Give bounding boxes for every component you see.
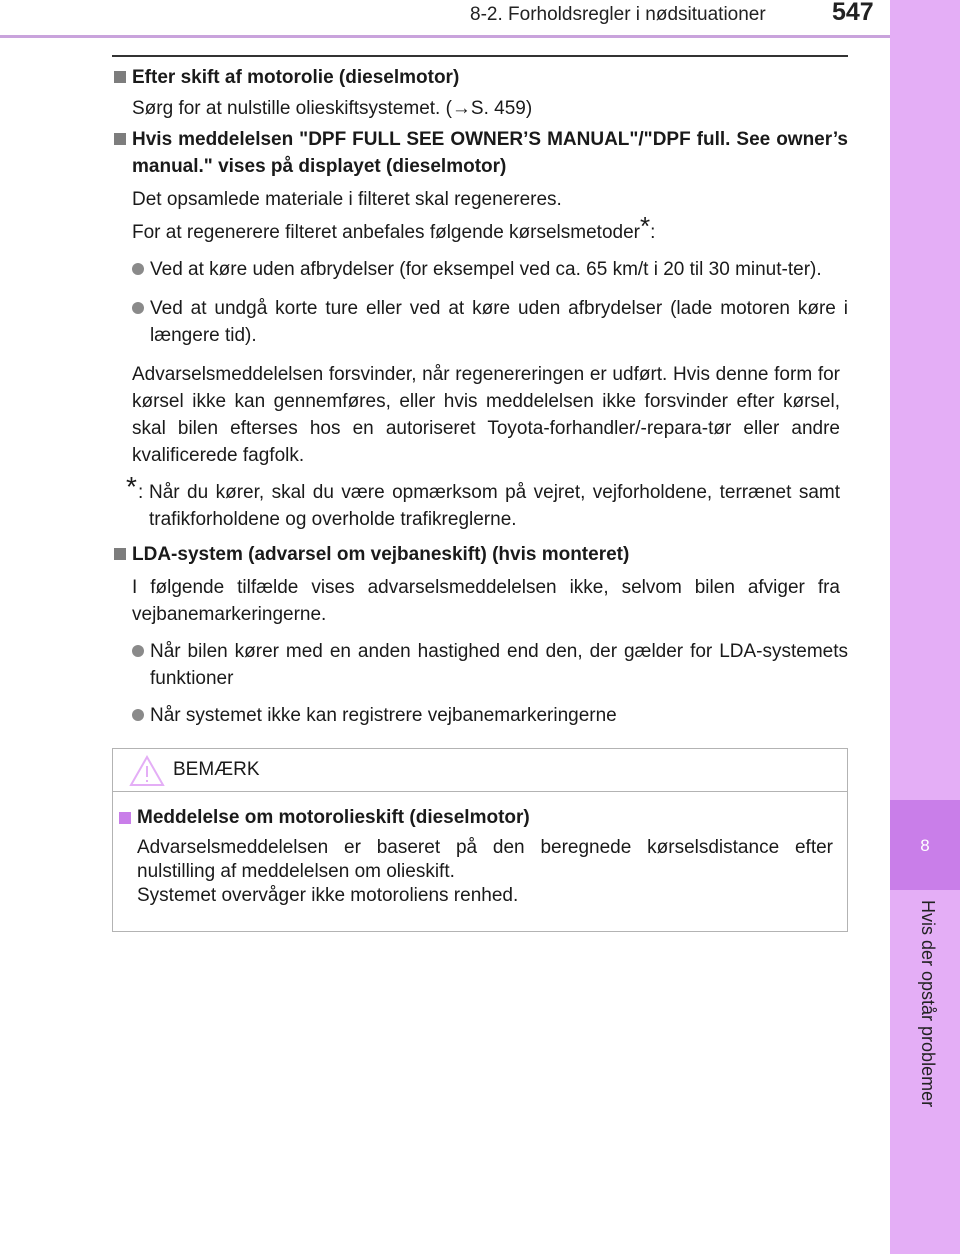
chapter-label: Hvis der opstår problemer — [918, 900, 938, 1108]
section-lda — [112, 541, 848, 729]
section-dpf — [112, 126, 848, 533]
list-item: Når systemet ikke kan registrere vejbanemarkeringerne — [112, 702, 848, 729]
footnote-colon: : — [138, 482, 144, 503]
paragraph: I følgende tilfælde vises advarselsmeddelelsen ikke, selvom bilen afviger fra vejbanemarkeringerne. — [132, 577, 840, 625]
paragraph-colon: : — [650, 222, 656, 243]
list-item: Når bilen kører med en anden hastighed end den, der gælder for LDA-systemets funktioner — [112, 638, 848, 692]
main-content — [112, 64, 848, 733]
content-divider — [112, 55, 848, 57]
footnote-marker: * — [639, 210, 651, 241]
notice-header — [113, 749, 847, 792]
header-divider — [0, 35, 890, 38]
section-heading: LDA-system (advarsel om vejbaneskift) (hvis monteret) — [112, 541, 848, 568]
footnote-text: Når du kører, skal du være opmærksom på vejret, vejforholdene, terrænet samt trafikforholdene og overholde trafikreglerne. — [149, 482, 840, 530]
section-heading: Hvis meddelelsen "DPF FULL SEE OWNER’S MANUAL"/"DPF full. See owner’s manual." vises på displayet (dieselmotor) — [112, 126, 848, 180]
notice-box — [112, 748, 848, 932]
notice-text — [113, 836, 833, 908]
section-title: 8-2. Forholdsregler i nødsituationer — [470, 4, 766, 25]
notice-title: BEMÆRK — [173, 759, 260, 780]
paragraph-text: For at regenerere filteret anbefales følgende kørselsmetoder — [132, 222, 640, 243]
section-heading: Efter skift af motorolie (dieselmotor) — [112, 64, 848, 91]
notice-subheading: Meddelelse om motorolieskift (dieselmotor) — [113, 806, 833, 830]
notice-body — [113, 792, 847, 908]
footnote-star: * — [126, 471, 137, 502]
list-item: Ved at køre uden afbrydelser (for eksempel ved ca. 65 km/t i 20 til 30 minut-ter). — [112, 256, 848, 283]
notice-line: Systemet overvåger ikke motoroliens renhed. — [137, 885, 519, 906]
notice-line: Advarselsmeddelelsen er baseret på den beregnede kørselsdistance efter — [137, 837, 833, 858]
page-number: 547 — [832, 0, 874, 26]
footnote — [112, 471, 848, 533]
warning-triangle-icon — [129, 755, 165, 792]
paragraph: Sørg for at nulstille olieskiftsystemet. (→S. 459) — [132, 98, 533, 119]
chapter-number: 8 — [920, 836, 930, 855]
section-oil-change — [112, 64, 848, 122]
paragraph: Advarselsmeddelelsen forsvinder, når regenereringen er udført. Hvis denne form for kørsel ikke kan gennemføres, eller hvis meddelelsen ikke forsvinder efter kørsel, skal bilen efterses hos en autoriseret Toyota-forhandler/-repara-tør eller andre kvalificerede fagfolk. — [132, 364, 840, 466]
list-item: Ved at undgå korte ture eller ved at køre uden afbrydelser (lade motoren køre i længere tid). — [112, 295, 848, 349]
chapter-sidebar — [890, 0, 960, 1254]
paragraph: Det opsamlede materiale i filteret skal regenereres. — [132, 189, 562, 210]
paragraph-with-footnote-ref — [112, 210, 848, 246]
notice-line: nulstilling af meddelelsen om olieskift. — [137, 861, 455, 882]
